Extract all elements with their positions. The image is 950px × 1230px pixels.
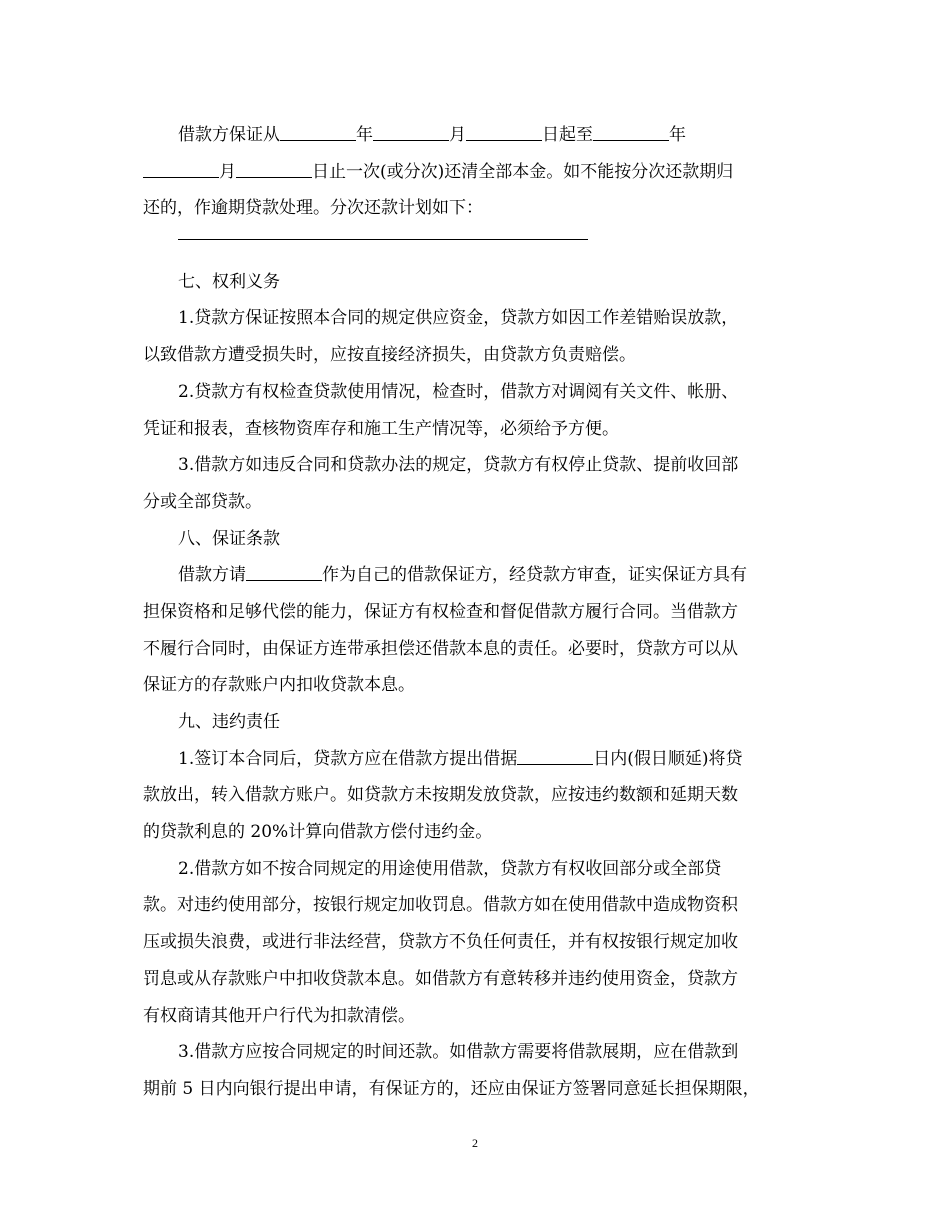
text-segment: 作为自己的借款保证方，经贷款方审查，证实保证方具有 bbox=[322, 565, 747, 586]
text-line: 2.贷款方有权检查贷款使用情况，检查时，借款方对调阅有关文件、帐册、 bbox=[178, 381, 739, 402]
fill-blank bbox=[466, 122, 542, 141]
document-body bbox=[143, 117, 808, 1108]
fill-blank bbox=[246, 562, 322, 581]
text-segment: 1.签订本合同后，贷款方应在借款方提出借据 bbox=[178, 748, 518, 769]
text-line: 2.借款方如不按合同规定的用途使用借款，贷款方有权收回部分或全部贷 bbox=[178, 858, 722, 879]
section-heading: 九、违约责任 bbox=[178, 712, 280, 732]
text-line: 款。对违约使用部分，按银行规定加收罚息。借款方如在使用借款中造成物资积 bbox=[143, 895, 738, 916]
text-line: 担保资格和足够代偿的能力，保证方有权检查和督促借款方履行合同。当借款方 bbox=[143, 601, 738, 622]
text-segment: 日内(假日顺延)将贷 bbox=[593, 748, 743, 769]
fill-blank bbox=[280, 122, 356, 141]
repayment-plan-blank-line bbox=[178, 239, 588, 240]
text-segment: 日止一次(或分次)还清全部本金。如不能按分次还款期归 bbox=[312, 161, 734, 182]
fill-blank bbox=[593, 122, 669, 141]
section-heading: 七、权利义务 bbox=[178, 271, 280, 292]
text-segment: 年 bbox=[356, 125, 373, 145]
text-line bbox=[143, 154, 808, 191]
text-line: 还的，作逾期贷款处理。分次还款计划如下： bbox=[143, 198, 483, 219]
text-segment: 年 bbox=[669, 125, 686, 145]
text-segment: 日起至 bbox=[542, 125, 593, 145]
text-line: 分或全部贷款。 bbox=[143, 491, 262, 512]
section-heading: 八、保证条款 bbox=[178, 528, 280, 549]
text-line bbox=[143, 557, 808, 594]
text-line bbox=[143, 741, 808, 778]
text-line: 款放出，转入借款方账户。如贷款方未按期发放贷款，应按违约数额和延期天数 bbox=[143, 785, 738, 806]
text-line: 有权商请其他开户行代为扣款清偿。 bbox=[143, 1005, 415, 1026]
text-line: 期前 5 日内向银行提出申请，有保证方的，还应由保证方签署同意延长担保期限， bbox=[143, 1078, 760, 1099]
fill-blank bbox=[143, 159, 219, 178]
text-line: 保证方的存款账户内扣收贷款本息。 bbox=[143, 675, 415, 696]
text-line: 3.借款方如违反合同和贷款办法的规定，贷款方有权停止贷款、提前收回部 bbox=[178, 455, 739, 476]
fill-blank bbox=[373, 122, 449, 141]
text-line: 3.借款方应按合同规定的时间还款。如借款方需要将借款展期，应在借款到 bbox=[178, 1042, 739, 1063]
fill-blank bbox=[517, 746, 593, 765]
text-segment: 借款方请 bbox=[178, 565, 246, 586]
text-segment: 月 bbox=[449, 125, 466, 145]
page-number: 2 bbox=[472, 1136, 478, 1150]
text-line: 不履行合同时，由保证方连带承担偿还借款本息的责任。必要时，贷款方可以从 bbox=[143, 638, 738, 659]
blank-line-spacer bbox=[143, 227, 808, 264]
text-line: 罚息或从存款账户中扣收贷款本息。如借款方有意转移并违约使用资金，贷款方 bbox=[143, 968, 738, 989]
text-line bbox=[143, 117, 808, 154]
text-line: 以致借款方遭受损失时，应按直接经济损失，由贷款方负责赔偿。 bbox=[143, 345, 636, 366]
text-segment: 月 bbox=[219, 161, 236, 182]
text-line: 压或损失浪费，或进行非法经营，贷款方不负任何责任，并有权按银行规定加收 bbox=[143, 932, 738, 953]
text-line: 凭证和报表，查核物资库存和施工生产情况等，必须给予方便。 bbox=[143, 418, 619, 439]
text-line: 的贷款利息的 20%计算向借款方偿付违约金。 bbox=[143, 822, 493, 843]
fill-blank bbox=[236, 159, 312, 178]
text-segment: 借款方保证从 bbox=[178, 125, 280, 145]
text-line: 1.贷款方保证按照本合同的规定供应资金，贷款方如因工作差错贻误放款， bbox=[178, 308, 739, 329]
